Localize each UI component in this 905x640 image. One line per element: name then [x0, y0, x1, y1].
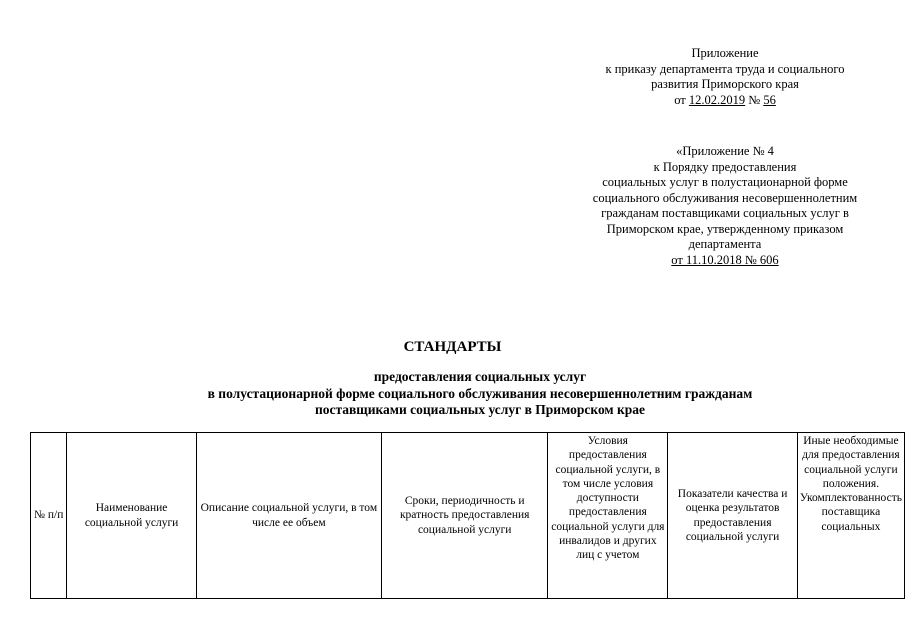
appendix-date-line [560, 93, 890, 109]
document-title: СТАНДАРТЫ [403, 339, 502, 355]
appendix-line: департамента [688, 237, 762, 251]
appendix-line: социальных услуг в полустационарной форме [602, 175, 848, 189]
appendix-header [560, 46, 890, 108]
appendix-line: Приморском крае, утвержденному приказом [606, 221, 844, 236]
order-number: 56 [763, 92, 776, 107]
appendix-line: «Приложение № 4 [676, 144, 774, 158]
appendix-line: социального обслуживания несовершеннолетним [592, 190, 858, 205]
subtitle-line: в полустационарной форме социального обслуживания несовершеннолетним гражданам [207, 385, 753, 401]
header-cell-name: Наименование социальной услуги [67, 433, 196, 599]
appendix-line: Приложение [691, 46, 759, 60]
appendix-4-header [560, 144, 890, 268]
subtitle-line: поставщиками социальных услуг в Приморском крае [314, 402, 646, 417]
appendix-line: к приказу департамента труда и социального [605, 61, 845, 76]
header-cell-conditions: Условия предоставления социальной услуги, в том числе условия доступности предоставления социальной услуги для инвалидов и других лиц с учетом [548, 433, 668, 599]
appendix-line: к Порядку предоставления [653, 159, 797, 174]
table-header-row [31, 433, 905, 599]
header-cell-description: Описание социальной услуги, в том числе ее объем [196, 433, 381, 599]
order-date: 12.02.2019 [688, 92, 746, 107]
header-cell-quality: Показатели качества и оценка результатов предоставления социальной услуги [668, 433, 798, 599]
standards-table [30, 432, 905, 599]
header-cell-other: Иные необходимые для предоставления социальной услуги положения. Укомплектованность поставщика социальных [797, 433, 904, 599]
header-cell-terms: Сроки, периодичность и кратность предоставления социальной услуги [381, 433, 547, 599]
document-subtitle [160, 369, 800, 419]
appendix-line: гражданам поставщиками социальных услуг в [601, 206, 849, 220]
appendix-line: развития Приморского края [651, 77, 799, 91]
number-prefix: № [745, 92, 764, 107]
header-cell-number: № п/п [31, 433, 67, 599]
appendix-date-line: от 11.10.2018 № 606 [671, 252, 779, 267]
subtitle-line: предоставления социальных услуг [373, 369, 587, 384]
date-prefix: от [674, 92, 689, 107]
